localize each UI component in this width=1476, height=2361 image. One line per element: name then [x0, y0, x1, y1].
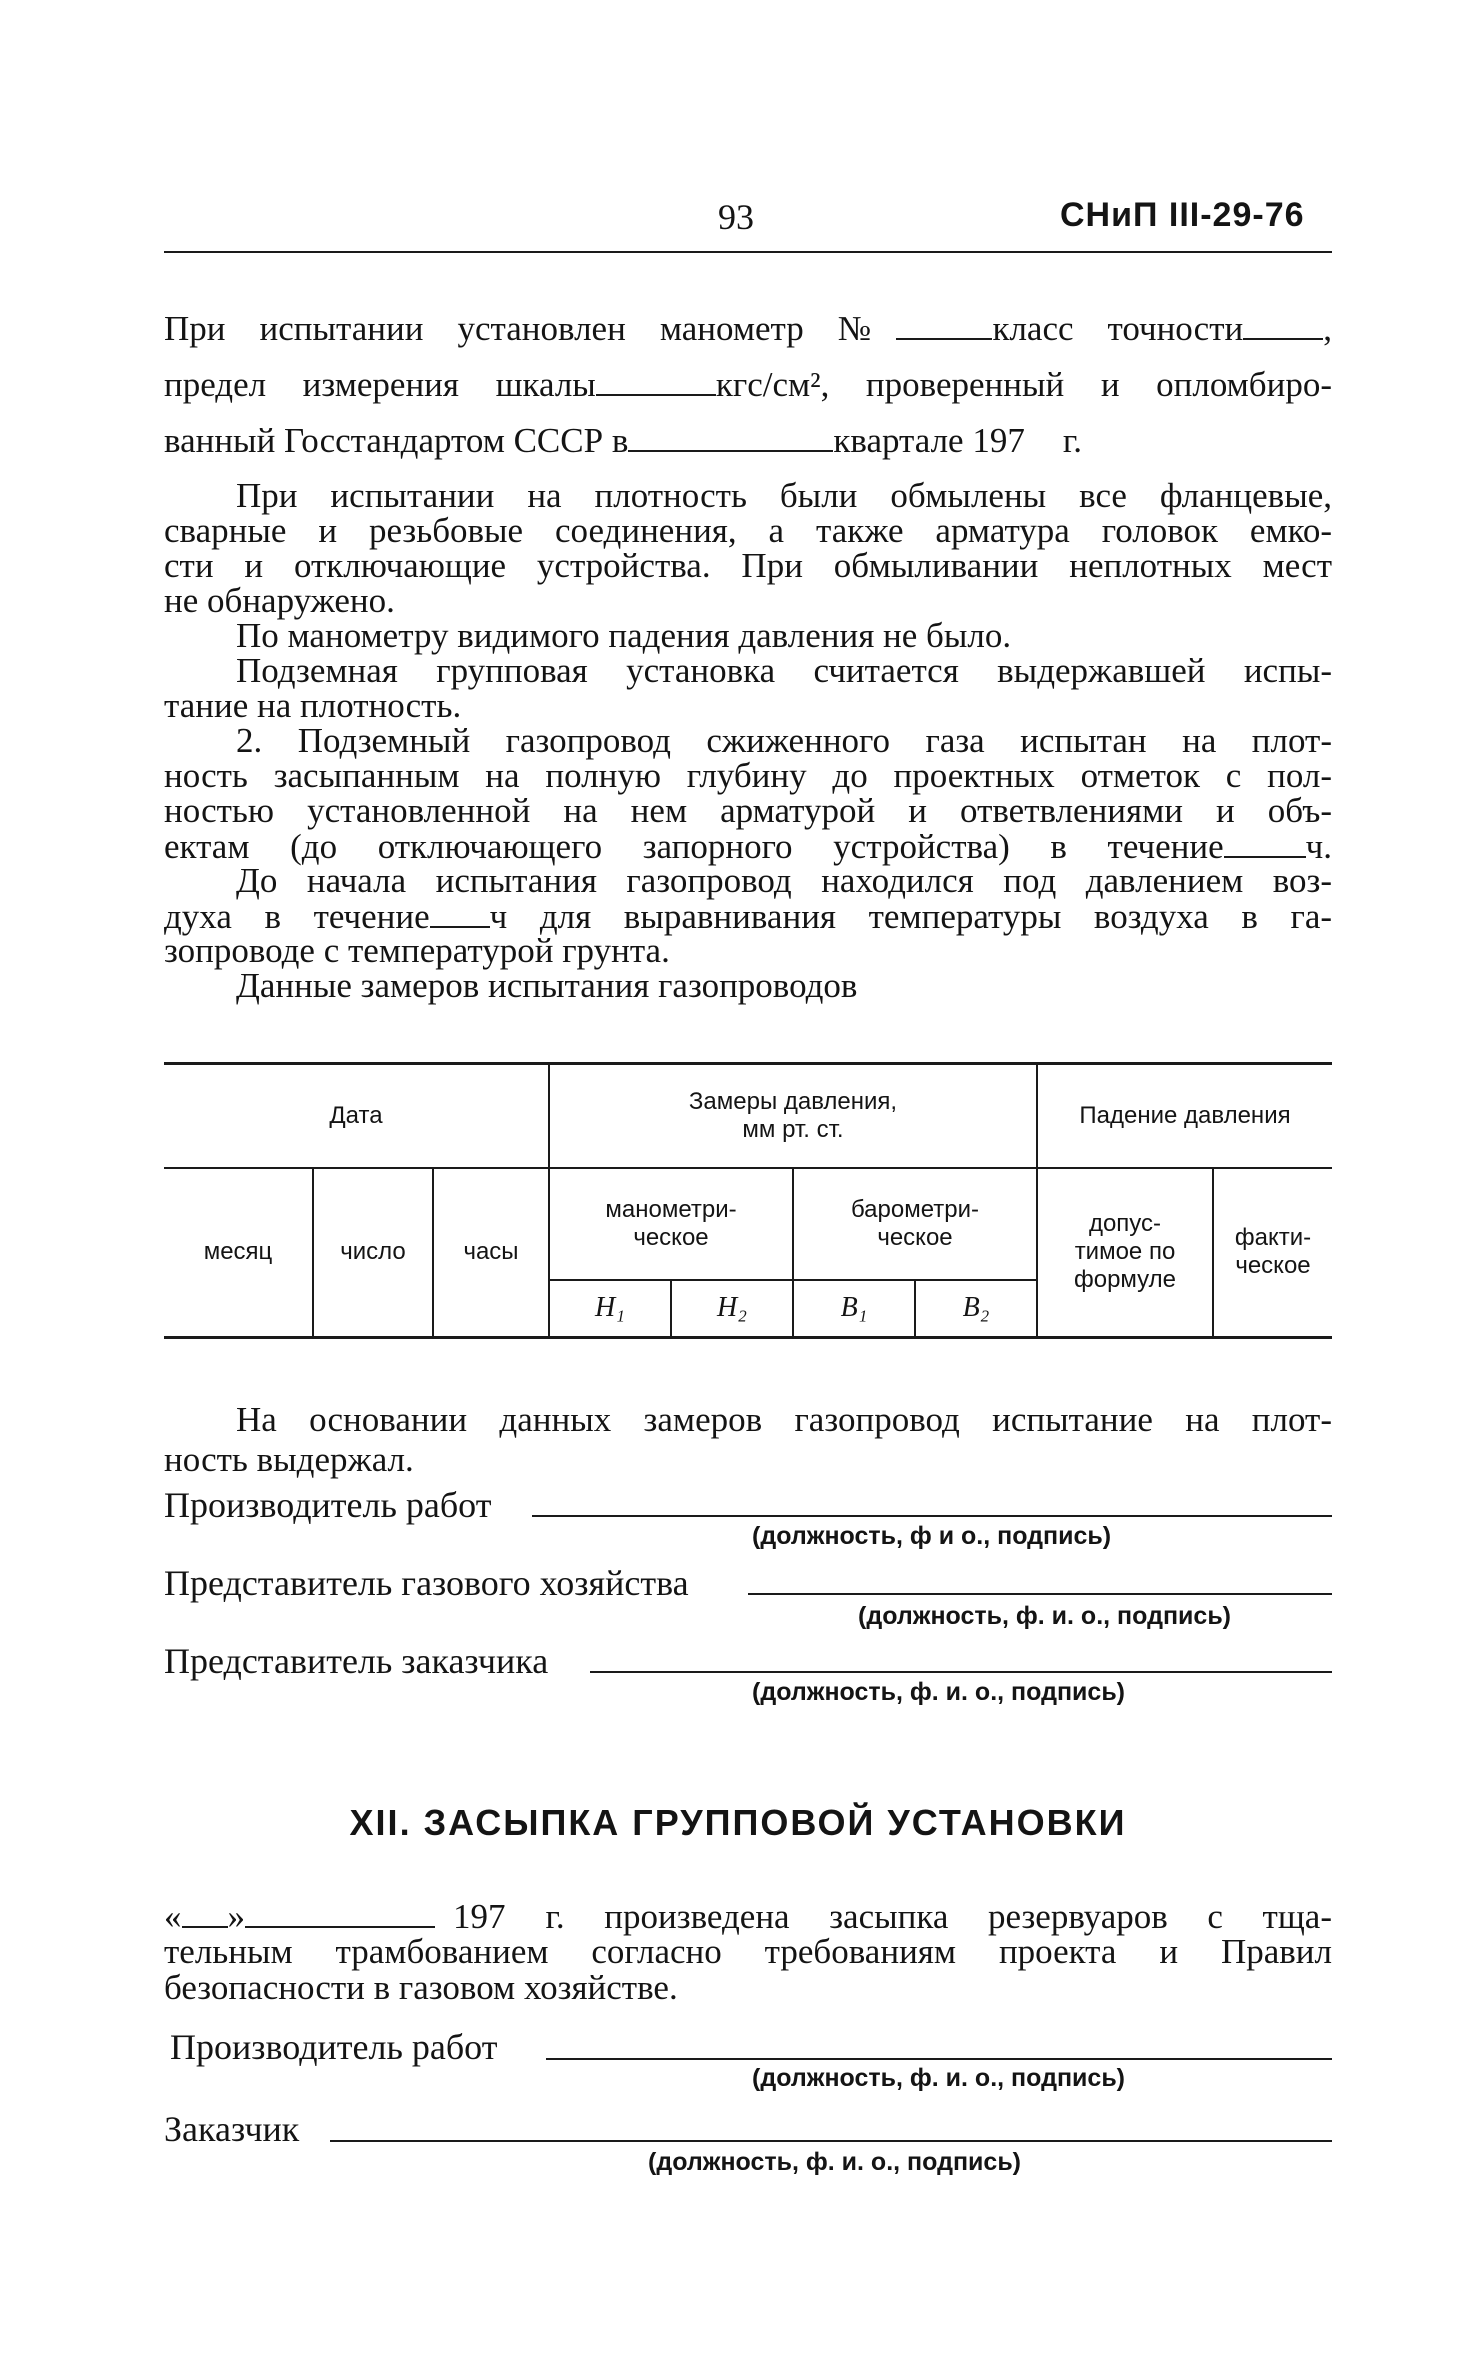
- conclusion-line: ность выдержал.: [164, 1440, 414, 1479]
- actual-header: [1213, 1168, 1332, 1338]
- signature-line: [546, 2058, 1332, 2060]
- air-duration-blank: [430, 896, 490, 928]
- signature-caption: (должность, ф и о., подпись): [752, 1522, 1112, 1550]
- manometric-header: [549, 1168, 793, 1280]
- paragraph-line: 2. Подземный газопровод сжиженного газа испытан на плот-: [236, 721, 1332, 760]
- paragraph-line: ностью установленной на нем арматурой и ответвлениями и объ-: [164, 791, 1332, 830]
- intro-text: г.: [1062, 421, 1083, 460]
- section-text: »: [227, 1897, 245, 1936]
- intro-text: ,: [1323, 309, 1332, 348]
- signature-line: [532, 1515, 1332, 1517]
- final-signature-label-work-producer: Производитель работ: [170, 2027, 498, 2067]
- paragraph-line: не обнаружено.: [164, 581, 395, 620]
- allowed-line: тимое по: [1074, 1238, 1176, 1266]
- pressure-header-line: мм рт. ст.: [742, 1115, 844, 1143]
- page-number: 93: [718, 197, 754, 237]
- paragraph-line: Подземная групповая установка считается выдержавшей испы-: [236, 651, 1332, 690]
- section-title: XII. ЗАСЫПКА ГРУППОВОЙ УСТАНОВКИ: [349, 1802, 1127, 1843]
- paragraph-text: ч.: [1305, 827, 1332, 866]
- paragraph-text: ч для выравнивания температуры воздуха в га-: [489, 897, 1333, 936]
- section-line-1: [164, 1896, 1332, 1937]
- paragraph-line: сти и отключающие устройства. При обмыливании неплотных мест: [164, 546, 1332, 585]
- date-header: Дата: [164, 1064, 549, 1168]
- day-blank: [182, 1896, 228, 1928]
- section-line: тельным трамбованием согласно требованиям проекта и Правил: [164, 1932, 1332, 1971]
- month-header: месяц: [164, 1168, 313, 1338]
- hours-header: часы: [433, 1168, 549, 1338]
- paragraph-line: До начала испытания газопровод находился под давлением воз-: [236, 861, 1332, 900]
- paragraph-line: При испытании на плотность были обмылены все фланцевые,: [236, 476, 1332, 515]
- signature-caption: (должность, ф. и. о., подпись): [858, 1602, 1232, 1630]
- quarter-blank: [628, 420, 833, 452]
- intro-line-2: [164, 364, 1332, 405]
- intro-text: предел измерения шкалы: [164, 365, 596, 404]
- pressure-header-line: Замеры давления,: [688, 1087, 898, 1115]
- intro-text: ванный Госстандартом СССР в: [164, 421, 629, 460]
- intro-text: класс точности: [992, 309, 1244, 348]
- actual-line: факти-: [1234, 1224, 1312, 1252]
- paragraph-text: ектам (до отключающего запорного устройства) в течение: [164, 827, 1224, 866]
- allowed-header: [1037, 1168, 1213, 1338]
- barometric-line: ческое: [877, 1223, 953, 1251]
- pressure-header: [549, 1064, 1037, 1168]
- intro-line-1: [164, 308, 1332, 349]
- barometric-header: [793, 1168, 1037, 1280]
- measurement-table: [164, 1062, 1332, 1339]
- paragraph-line: зопроводе с температурой грунта.: [164, 931, 670, 970]
- signature-caption: (должность, ф. и. о., подпись): [648, 2148, 1022, 2176]
- document-code: СНиП III-29-76: [1060, 196, 1305, 234]
- b1-header: B₁: [793, 1280, 915, 1338]
- intro-text: При испытании установлен манометр №: [164, 309, 897, 348]
- h1-header: H₁: [549, 1280, 671, 1338]
- signature-line: [590, 1671, 1332, 1673]
- manometric-line: ческое: [633, 1223, 709, 1251]
- allowed-line: допус-: [1088, 1210, 1162, 1238]
- duration-blank: [1224, 826, 1306, 858]
- signature-label-customer-representative: Представитель заказчика: [164, 1641, 549, 1681]
- accuracy-class-blank: [1243, 308, 1323, 340]
- b2-header: B₂: [915, 1280, 1037, 1338]
- signature-caption: (должность, ф. и. о., подпись): [752, 2064, 1126, 2092]
- section-line: безопасности в газовом хозяйстве.: [164, 1968, 678, 2007]
- manometer-number-blank: [896, 308, 992, 340]
- intro-text: квартале 197: [833, 421, 1025, 460]
- intro-line-3: [164, 420, 1332, 461]
- day-header: число: [313, 1168, 433, 1338]
- drop-header: Падение давления: [1037, 1064, 1332, 1168]
- section-text: 197: [453, 1897, 506, 1936]
- final-signature-label-customer: Заказчик: [164, 2109, 300, 2149]
- scale-limit-blank: [596, 364, 716, 396]
- intro-text: кгс/см², проверенный и опломбиро-: [715, 365, 1332, 404]
- paragraph-line: ность засыпанным на полную глубину до проектных отметок с пол-: [164, 756, 1332, 795]
- conclusion-line: На основании данных замеров газопровод испытание на плот-: [236, 1400, 1332, 1439]
- manometric-line: манометри-: [605, 1195, 737, 1223]
- paragraph-line: По манометру видимого падения давления не было.: [236, 616, 1012, 655]
- paragraph-line: тание на плотность.: [164, 686, 462, 725]
- paragraph-text: духа в течение: [164, 897, 430, 936]
- section-text: «: [164, 1897, 182, 1936]
- signature-caption: (должность, ф. и. о., подпись): [752, 1678, 1126, 1706]
- signature-line: [330, 2140, 1332, 2142]
- allowed-line: формуле: [1073, 1266, 1177, 1294]
- h2-header: H₂: [671, 1280, 793, 1338]
- table-intro: Данные замеров испытания газопроводов: [236, 966, 858, 1005]
- month-blank: [245, 1896, 435, 1928]
- barometric-line: барометри-: [850, 1195, 980, 1223]
- header-rule: [164, 251, 1332, 253]
- actual-line: ческое: [1235, 1252, 1311, 1280]
- paragraph-line: сварные и резьбовые соединения, а также арматура головок емко-: [164, 511, 1332, 550]
- signature-line: [748, 1593, 1332, 1595]
- signature-label-gas-representative: Представитель газового хозяйства: [164, 1563, 689, 1603]
- section-text: г. произведена засыпка резервуаров с тща-: [545, 1897, 1332, 1936]
- signature-label-work-producer: Производитель работ: [164, 1485, 492, 1525]
